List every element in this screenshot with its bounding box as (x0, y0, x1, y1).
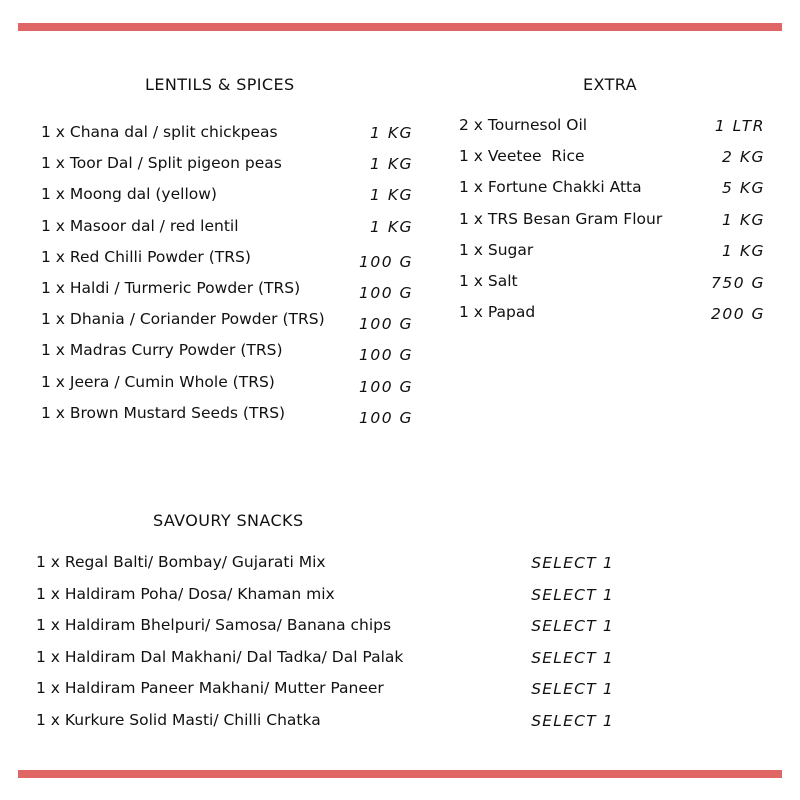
list-item (41, 373, 413, 404)
item-name: 1 x Jeera / Cumin Whole (TRS) (41, 372, 275, 391)
item-quantity: 100 G (358, 377, 413, 396)
list-item (36, 679, 614, 711)
item-name: 1 x Toor Dal / Split pigeon peas (41, 154, 282, 173)
item-quantity: SELECT 1 (531, 680, 614, 699)
savoury-snacks-heading: SAVOURY SNACKS (153, 511, 304, 530)
item-name: 1 x Salt (459, 271, 518, 290)
top-divider (18, 23, 782, 31)
list-item (41, 154, 413, 185)
item-name: 1 x Dhania / Coriander Powder (TRS) (41, 310, 325, 329)
item-quantity: 1 KG (370, 155, 413, 174)
list-item (36, 648, 614, 680)
item-name: 1 x Papad (459, 303, 536, 322)
list-item (36, 616, 614, 648)
item-name: 1 x Haldiram Poha/ Dosa/ Khaman mix (36, 584, 335, 603)
list-item (41, 310, 413, 341)
item-name: 1 x Moong dal (yellow) (41, 185, 217, 204)
item-quantity: 100 G (358, 283, 413, 302)
list-item (41, 279, 413, 310)
lentils-spices-list (41, 123, 413, 435)
item-name: 1 x Red Chilli Powder (TRS) (41, 247, 251, 266)
list-item (459, 272, 765, 303)
item-quantity: SELECT 1 (531, 711, 614, 730)
item-name: 1 x Kurkure Solid Masti/ Chilli Chatka (36, 710, 321, 729)
savoury-snacks-list (36, 553, 614, 743)
bottom-divider (18, 770, 782, 778)
item-name: 2 x Tournesol Oil (459, 116, 588, 134)
list-item (41, 123, 413, 154)
list-item (459, 210, 765, 241)
item-quantity: SELECT 1 (531, 585, 614, 604)
list-item (41, 341, 413, 372)
item-quantity: 1 LTR (714, 117, 765, 135)
item-name: 1 x Haldiram Bhelpuri/ Samosa/ Banana chips (36, 616, 392, 635)
item-quantity: 1 KG (722, 241, 765, 260)
item-name: 1 x Veetee Rice (459, 147, 585, 166)
item-quantity: 1 KG (370, 186, 413, 205)
item-quantity: SELECT 1 (531, 648, 614, 667)
item-quantity: 100 G (358, 346, 413, 365)
list-item (36, 553, 614, 585)
item-name: 1 x Sugar (459, 240, 534, 259)
list-item (41, 217, 413, 248)
item-quantity: 5 KG (722, 179, 765, 198)
list-item (459, 303, 765, 334)
lentils-spices-heading: LENTILS & SPICES (145, 75, 295, 94)
item-quantity: 200 G (710, 305, 765, 324)
list-item (459, 147, 765, 178)
item-quantity: SELECT 1 (531, 554, 614, 572)
item-quantity: 750 G (710, 273, 765, 292)
item-name: 1 x Madras Curry Powder (TRS) (41, 341, 283, 360)
item-quantity: 100 G (358, 408, 413, 427)
item-name: 1 x Haldiram Dal Makhani/ Dal Tadka/ Dal Palak (36, 647, 404, 666)
item-quantity: SELECT 1 (531, 617, 614, 636)
list-item (459, 178, 765, 209)
item-name: 1 x Regal Balti/ Bombay/ Gujarati Mix (36, 553, 326, 571)
item-name: 1 x Haldi / Turmeric Powder (TRS) (41, 278, 301, 297)
extra-list (459, 116, 765, 334)
list-item (41, 185, 413, 216)
item-name: 1 x Chana dal / split chickpeas (41, 123, 278, 141)
item-quantity: 1 KG (370, 217, 413, 236)
item-name: 1 x Haldiram Paneer Makhani/ Mutter Paneer (36, 679, 384, 698)
item-name: 1 x Fortune Chakki Atta (459, 178, 642, 197)
item-quantity: 2 KG (722, 148, 765, 167)
item-quantity: 1 KG (722, 210, 765, 229)
list-item (36, 711, 614, 743)
list-item (41, 248, 413, 279)
list-item (36, 585, 614, 617)
item-quantity: 100 G (358, 252, 413, 271)
item-name: 1 x Brown Mustard Seeds (TRS) (41, 403, 286, 422)
item-name: 1 x TRS Besan Gram Flour (459, 209, 663, 228)
item-quantity: 100 G (358, 315, 413, 334)
list-item (459, 116, 765, 147)
extra-heading: EXTRA (583, 75, 637, 94)
list-item (459, 241, 765, 272)
item-name: 1 x Masoor dal / red lentil (41, 216, 239, 235)
list-item (41, 404, 413, 435)
item-quantity: 1 KG (370, 124, 413, 142)
